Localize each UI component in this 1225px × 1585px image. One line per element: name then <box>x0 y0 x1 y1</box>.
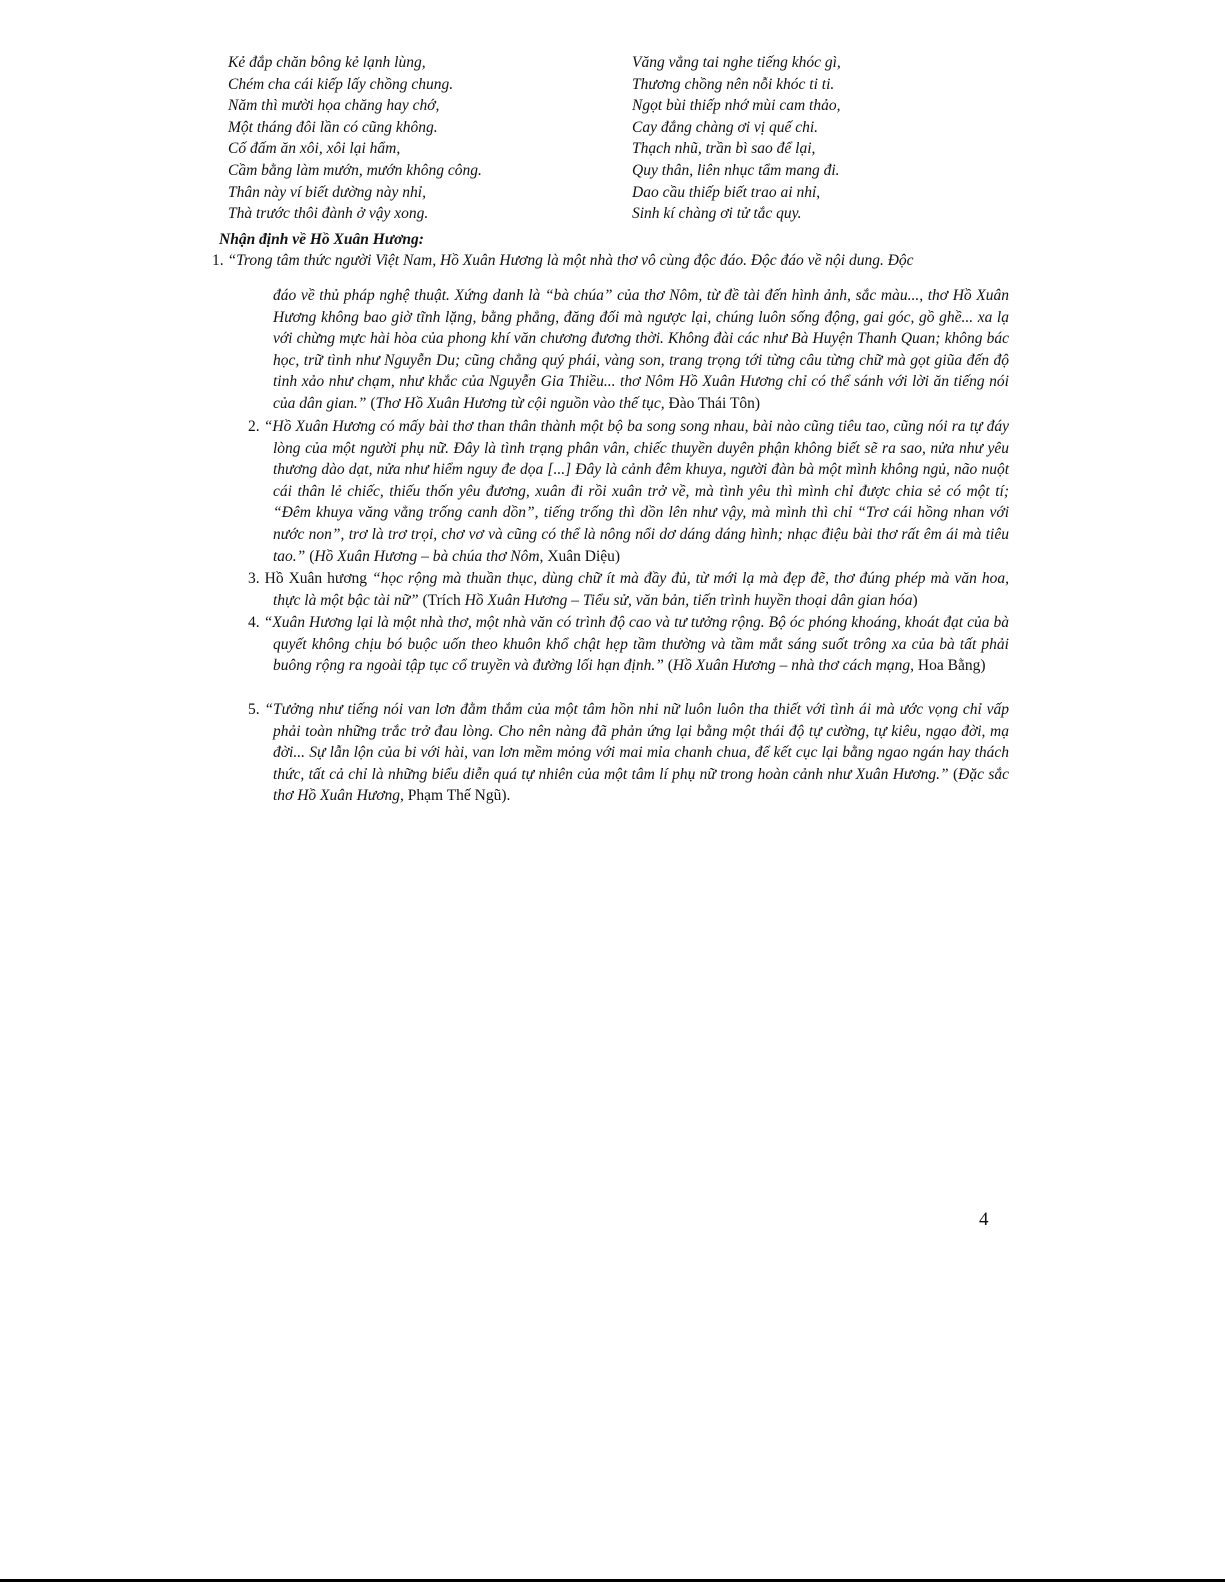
source-author: ) <box>912 591 918 609</box>
quote-text: “Xuân Hương lại là một nhà thơ, một nhà văn có trình độ cao và tư tưởng rộng. Bộ óc phóng khoáng, khoát đạt của bà quyết không chịu bó buộc uốn theo khuôn khổ chật hẹp tầm thường và tầm mắt sáng suốt trông xa của bà tất phải buông rộng ra ngoài tập tục cổ truyền và đường lối hạn định.” <box>263 614 1010 675</box>
quote-text: “học rộng mà thuần thục, dùng chữ ít mà đầy đủ, từ mới lạ mà đẹp đẽ, thơ đúng phép mà văn hoa, thực là một bậc tài nữ” <box>273 570 1010 609</box>
quote-text: “Hồ Xuân Hương có mấy bài thơ than thân thành một bộ ba song song nhau, bài nào cũng tiêu tao, cũng nói ra tự đáy lòng của một người phụ nữ. Đây là tình trạng phân vân, chiếc thuyền duyên phận không biết sẽ ra sao, nửa như yêu thương dào dạt, nửa như hiểm nguy đe dọa [...] Đây là cảnh đêm khuya, người đàn bà một mình không ngủ, não nuột cái thân lẻ chiếc, thiếu thốn yêu đương, xuân đi rồi xuân trở về, mà tình yêu thì mình chỉ được chia sẻ có một tí; “Đêm khuya văng vẳng trống canh dồn”, tiếng trống thì dồn lên như vậy, mà mình thì chỉ “Trơ cái hồng nhan với nước non”, trơ là trơ trọi, chơ vơ và cũng có thể là nông nổi dơ dáng dáng hình; nhạc điệu bài thơ rất êm ái mà tiêu tao.” <box>263 418 1009 565</box>
poem-line: Sinh kí chàng ơi tử tắc quy. <box>632 205 802 223</box>
source-title: Thơ Hồ Xuân Hương từ cội nguồn vào thế tục, <box>375 394 665 412</box>
source-author: Hoa Bằng) <box>914 657 986 675</box>
source-title: Hồ Xuân Hương – nhà thơ cách mạng, <box>672 657 915 675</box>
poem-line: Quy thân, liên nhục tẩm mang đi. <box>632 161 840 179</box>
poem-line: Thân này ví biết dường này nhỉ, <box>228 183 426 201</box>
poem-line: Chém cha cái kiếp lấy chồng chung. <box>228 75 454 93</box>
list-number: 3. <box>248 570 260 587</box>
quote-text: “Tưởng như tiếng nói van lơn đằm thắm của một tâm hồn nhi nữ luôn luôn tha thiết với tình ái mà ước vọng chỉ vấp phải toàn những trắc trở đau lòng. Cho nên nàng đã phản ứng lại bằng một thái độ tự cường, tự kiêu, ngạo đời, mạ đời... Sự lẫn lộn của bi với hài, van lơn mềm mỏng với mai mỉa chanh chua, để kết cục lại bằng ngao ngán hay thách thức, tất cả chỉ là những biểu diễn quá tự nhiên của một tâm lí phụ nữ trong hoàn cảnh như Xuân Hương.” <box>264 701 1009 783</box>
source-title: Hồ Xuân Hương – Tiểu sử, văn bản, tiến trình huyền thoại dân gian hóa <box>464 591 913 609</box>
source-title: Hồ Xuân Hương – bà chúa thơ Nôm, <box>314 547 544 565</box>
poem-line: Năm thì mười họa chăng hay chớ, <box>228 97 440 115</box>
quote-1-body <box>273 285 1009 415</box>
source-title: Đặc sắc thơ Hồ Xuân Hương, <box>273 765 1009 805</box>
quote-5 <box>248 699 1009 807</box>
list-number: 2. <box>248 418 260 435</box>
source-open: (Trích <box>418 591 465 609</box>
list-number: 1. <box>212 252 224 269</box>
source-author: Phạm Thế Ngũ). <box>403 787 511 805</box>
quote-1-first-line <box>212 250 1012 272</box>
poem-line: Cố đấm ăn xôi, xôi lại hẩm, <box>228 140 401 158</box>
poem-line: Kẻ đắp chăn bông kẻ lạnh lùng, <box>228 54 426 71</box>
section-heading: Nhận định về Hồ Xuân Hương: <box>219 231 424 248</box>
source-open: ( <box>305 547 315 565</box>
source-author: Xuân Diệu) <box>543 547 621 565</box>
list-number: 4. <box>248 614 260 631</box>
source-open: ( <box>948 765 959 783</box>
quote-lead: Hồ Xuân hương <box>259 570 373 587</box>
poem-line: Dao cầu thiếp biết trao ai nhỉ, <box>632 183 821 201</box>
quote-text: đáo về thủ pháp nghệ thuật. Xứng danh là “bà chúa” của thơ Nôm, từ đề tài đến hình ảnh, sắc màu..., thơ Hồ Xuân Hương không bao giờ tĩnh lặng, bằng phẳng, đăng đối mà ngược lại, chúng luôn sống động, gai góc, gồ ghề... xa lạ với chừng mực hài hòa của phong khí văn chương đương thời. Không đài các như Bà Huyện Thanh Quan; không bác học, trữ tình như Nguyễn Du; cũng chẳng quý phái, vàng son, trang trọng tới từng câu từng chữ mà gọt giũa đến độ tinh xảo như chạm, như khắc của Nguyễn Gia Thiều... thơ Nôm Hồ Xuân Hương chỉ có thể sánh với lời ăn tiếng nói của dân gian.” <box>273 287 1009 412</box>
quote-4 <box>248 612 1009 677</box>
source-author: Đào Thái Tôn) <box>664 394 761 412</box>
source-open: ( <box>366 394 376 412</box>
quote-text: “Trong tâm thức người Việt Nam, Hồ Xuân Hương là một nhà thơ vô cùng độc đáo. Độc đáo về nội dung. Độc <box>227 252 914 269</box>
poem-line: Văng vẳng tai nghe tiếng khóc gì, <box>632 54 841 71</box>
poem-line: Ngọt bùi thiếp nhớ mùi cam thảo, <box>632 97 841 115</box>
poem-right-column <box>632 52 1022 225</box>
poem-left-column <box>228 52 618 225</box>
poem-line: Một tháng đôi lần có cũng không. <box>228 118 438 136</box>
poem-line: Cầm bằng làm mướn, mướn không công. <box>228 161 482 179</box>
poem-line: Cay đắng chàng ơi vị quế chi. <box>632 118 819 136</box>
quote-2 <box>248 416 1009 567</box>
poem-line: Thạch nhũ, trần bì sao để lại, <box>632 140 816 158</box>
page-number: 4 <box>979 1209 989 1230</box>
quote-3 <box>248 568 1009 611</box>
poem-line: Thương chồng nên nỗi khóc ti ti. <box>632 75 835 93</box>
source-open: ( <box>663 657 673 675</box>
list-number: 5. <box>248 701 260 718</box>
page-bottom-border <box>0 1579 1225 1582</box>
poem-line: Thà trước thôi đành ở vậy xong. <box>228 205 429 223</box>
